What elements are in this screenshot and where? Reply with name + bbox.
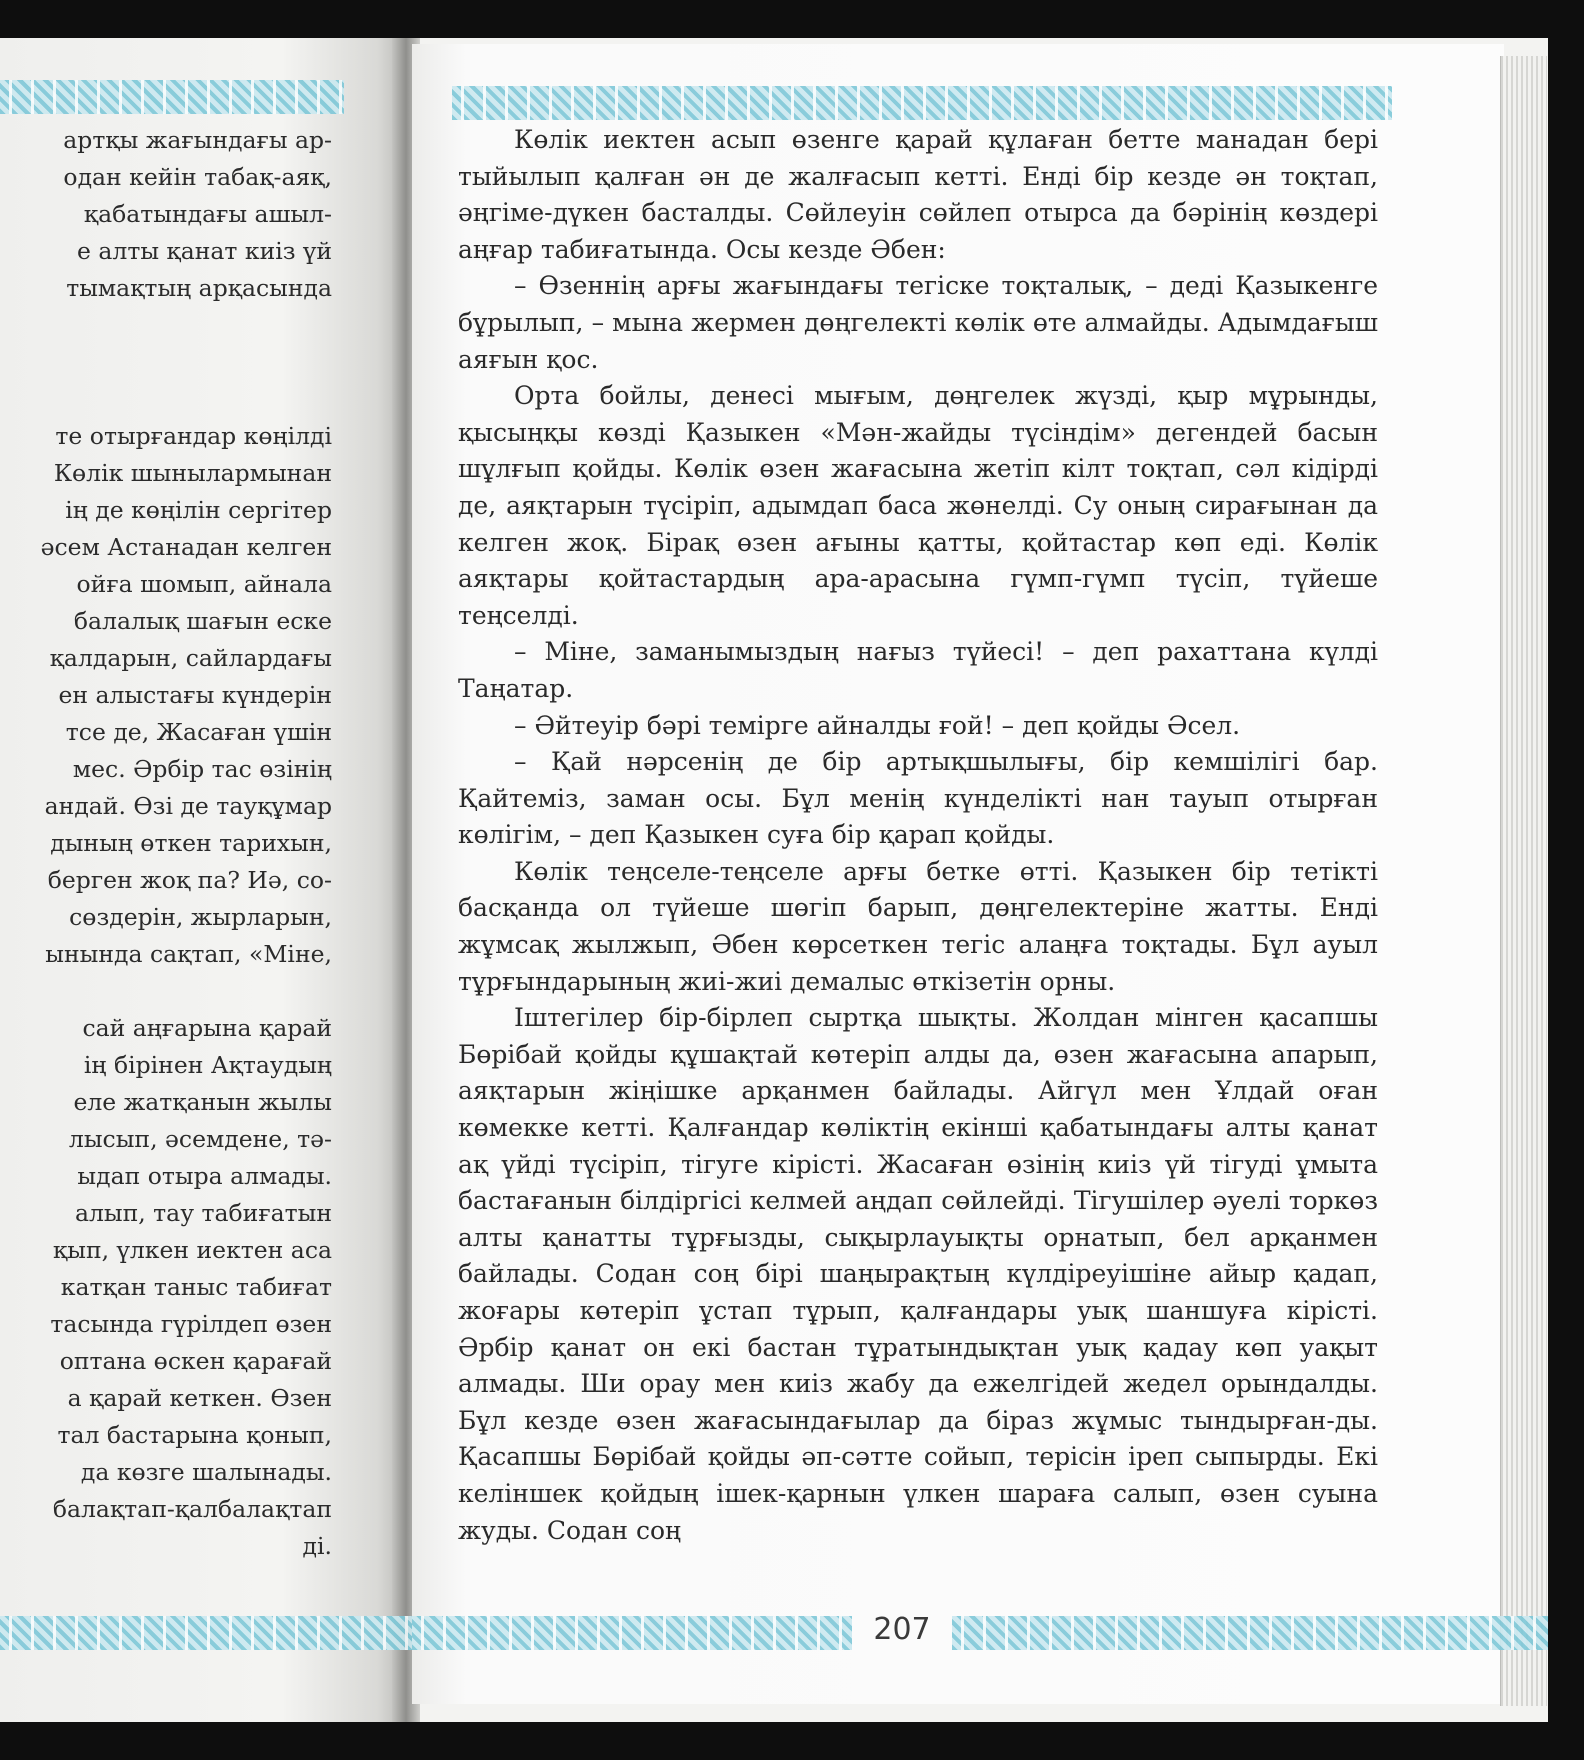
left-page-line-text: еле жатқанын жылы (73, 1088, 332, 1116)
left-page-line (0, 1232, 332, 1269)
left-page-line (0, 862, 332, 899)
left-page-line-text: қабатындағы ашыл- (83, 200, 332, 228)
left-page-line (0, 1195, 332, 1232)
left-page-line (0, 899, 332, 936)
left-page-line (0, 196, 332, 233)
ornament-border-top-right (452, 86, 1392, 120)
left-page-line (0, 159, 332, 196)
left-page-line-text: а қарай кеткен. Өзен (67, 1384, 332, 1412)
left-page-line-text: қалдарын, сайлардағы (49, 644, 332, 672)
left-page-line-text: тсе де, Жасаған үшін (65, 718, 332, 746)
paragraph: Көлік иектен асып өзенге қарай құлаған бетте манадан бері тыйылып қалған ән де жалғасып кетті. Енді бір кезде ән тоқтап, әңгіме-дүкен басталды. Сөйлеуін сөйлеп отырса да бәрінің көздері аңғар табиғатында. Осы кезде Әбен: (458, 125, 1378, 264)
left-page-line (0, 1084, 332, 1121)
paragraph: – Өзеннің арғы жағындағы тегіске тоқталық, – деді Қазыкенге бұрылып, – мына жермен дөңгелекті көлік өте алмайды. Адымдағыш аяғын қос. (458, 271, 1378, 374)
left-page-line (0, 1047, 332, 1084)
left-page-line (0, 751, 332, 788)
left-page-line (0, 1121, 332, 1158)
left-page-line-text: да көзге шалынады. (80, 1458, 332, 1486)
ornament-border-bottom-right (952, 1616, 1548, 1650)
left-page-line-text: лысып, әсемдене, тә- (68, 1125, 332, 1153)
paragraph: – Қай нәрсенің де бір артықшылығы, бір кемшілігі бар. Қайтеміз, заман осы. Бұл менің күнделікті нан тауып отырған көлігім, – деп Қазыкен суға бір қарап қойды. (458, 747, 1378, 850)
left-page-text (0, 122, 332, 1565)
left-page-line-text: е алты қанат киіз үй (77, 237, 332, 265)
left-page (0, 38, 402, 1722)
left-page-line (0, 603, 332, 640)
left-page-line (0, 1306, 332, 1343)
left-page-line-text: ыдап отыра алмады. (77, 1162, 332, 1190)
left-page-line-text: тасында гүрілдеп өзен (50, 1310, 332, 1338)
left-page-line-text: дының өткен тарихын, (50, 829, 332, 857)
left-page-line-text: әсем Астанадан келген (40, 533, 332, 561)
page-number: 207 (873, 1612, 931, 1647)
left-page-line (0, 788, 332, 825)
left-page-line (0, 714, 332, 751)
ornament-border-top-left (0, 80, 344, 114)
paragraph: Көлік теңселе-теңселе арғы бетке өтті. Қазыкен бір тетікті басқанда ол түйеше шөгіп барып, дөңгелектеріне жатты. Енді жұмсақ жылжып, Әбен көрсеткен тегіс алаңға тоқтады. Бұл ауыл тұрғындарының жиі-жиі демалыс өткізетін орны. (458, 856, 1378, 996)
paragraph: – Әйтеуір бәрі темірге айналды ғой! – деп қойды Әсел. (514, 710, 1241, 740)
left-page-line-text: ің бірінен Ақтаудың (83, 1051, 332, 1079)
left-page-line-text: те отырғандар көңілді (55, 422, 332, 450)
left-page-line (0, 1269, 332, 1306)
left-page-line (0, 566, 332, 603)
left-page-line (0, 307, 332, 344)
paragraph: – Міне, заманымыздың нағыз түйесі! – деп рахаттана күлді Таңатар. (458, 637, 1378, 703)
ornament-border-bottom-left (0, 1616, 412, 1650)
left-page-line-text: одан кейін табақ-аяқ, (63, 163, 332, 191)
left-page-line (0, 1158, 332, 1195)
left-page-line-text: балақтап-қалбалақтап (52, 1495, 332, 1523)
left-page-line (0, 529, 332, 566)
left-page-line-text: тал бастарына қонып, (57, 1421, 332, 1449)
left-page-line-text: ді. (302, 1532, 332, 1560)
left-page-line (0, 677, 332, 714)
left-page-line (0, 381, 332, 418)
left-page-line (0, 1454, 332, 1491)
left-page-line-text: тымақтың арқасында (66, 274, 332, 302)
ornament-border-bottom-middle (412, 1616, 852, 1650)
left-page-line-text: ің де көңілін сергітер (65, 496, 332, 524)
left-page-line-text: алып, тау табиғатын (74, 1199, 332, 1227)
open-book (0, 38, 1548, 1722)
left-page-line-text: ен алыстағы күндерін (58, 681, 332, 709)
paragraph: Іштегілер бір-бірлеп сыртқа шықты. Жолдан мінген қасапшы Бөрібай қойды құшақтай көтеріп алды да, өзен жағасына апарып, аяқтарын жіңішке арқанмен байлады. Айгүл мен Ұлдай оған көмекке кетті. Қалғандар көліктің екінші қабатындағы алты қанат ақ үйді түсіріп, тігуге кірісті. Жасаған өзінің киіз үй тігуді ұмыта бастағанын білдіргісі келмей аңдап сөйлейді. Тігушілер әуелі торкөз алты қанатты тұрғызды, сықырлауықты орнатып, бел арқанмен байлады. Содан соң бірі шаңырақтың күлдіреуішіне айыр қадап, жоғары көтеріп ұстап тұрып, қалғандары уық шаншуға кірісті. Әрбір қанат он екі бастан тұратындықтан уық қадау көп уақыт алмады. Ши орау мен киіз жабу да ежелгідей жедел орындалды. Бұл кезде өзен жағасындағылар да біраз жұмыс тындырған-ды. Қасапшы Бөрібай қойды әп-сәтте сойып, терісін іреп сыпырды. Екі келіншек қойдың ішек-қарнын үлкен шараға салып, өзен суына жуды. Содан соң (458, 1003, 1378, 1545)
left-page-line (0, 270, 332, 307)
left-page-line (0, 973, 332, 1010)
left-page-line-text: Көлік шынылармынан (53, 459, 332, 487)
left-page-line (0, 1343, 332, 1380)
left-page-line-text: оптана өскен қарағай (59, 1347, 332, 1375)
left-page-line (0, 455, 332, 492)
left-page-line (0, 936, 332, 973)
left-page-line-text: балалық шағын еске (73, 607, 332, 635)
left-page-line (0, 1010, 332, 1047)
left-page-line (0, 233, 332, 270)
left-page-line (0, 1417, 332, 1454)
left-page-line-text: берген жоқ па? Иә, со- (47, 866, 332, 894)
left-page-line-text: катқан таныс табиғат (60, 1273, 332, 1301)
left-page-line (0, 640, 332, 677)
left-page-line (0, 492, 332, 529)
left-page-line-text: қып, үлкен иектен аса (53, 1236, 332, 1264)
left-page-line-text: ынында сақтап, «Міне, (45, 940, 332, 968)
left-page-line-text: артқы жағындағы ар- (63, 126, 332, 154)
right-page-text (458, 122, 1378, 1549)
left-page-line (0, 1528, 332, 1565)
left-page-line (0, 825, 332, 862)
left-page-line (0, 344, 332, 381)
page-edges (1500, 56, 1547, 1706)
left-page-line-text: мес. Әрбір тас өзінің (72, 755, 332, 783)
paragraph: Орта бойлы, денесі мығым, дөңгелек жүзді, қыр мұрынды, қысыңқы көзді Қазыкен «Мән-жайды түсіндім» дегендей басын шұлғып қойды. Көлік өзен жағасына жетіп кілт тоқтап, сәл кідірді де, аяқтарын түсіріп, адымдап баса жөнелді. Су оның сирағынан да келген жоқ. Бірақ өзен ағыны қатты, қойтастар көп еді. Көлік аяқтары қойтастардың ара-арасына гүмп-гүмп түсіп, түйеше теңселді. (458, 381, 1378, 630)
left-page-line (0, 418, 332, 455)
left-page-line (0, 1491, 332, 1528)
left-page-line-text: сөздерін, жырларын, (69, 903, 332, 931)
left-page-line (0, 1380, 332, 1417)
left-page-line-text: ойға шомып, айнала (76, 570, 332, 598)
left-page-line (0, 122, 332, 159)
left-page-line-text: андай. Өзі де тауқұмар (44, 792, 332, 820)
left-page-line-text: сай аңғарына қарай (82, 1014, 332, 1042)
